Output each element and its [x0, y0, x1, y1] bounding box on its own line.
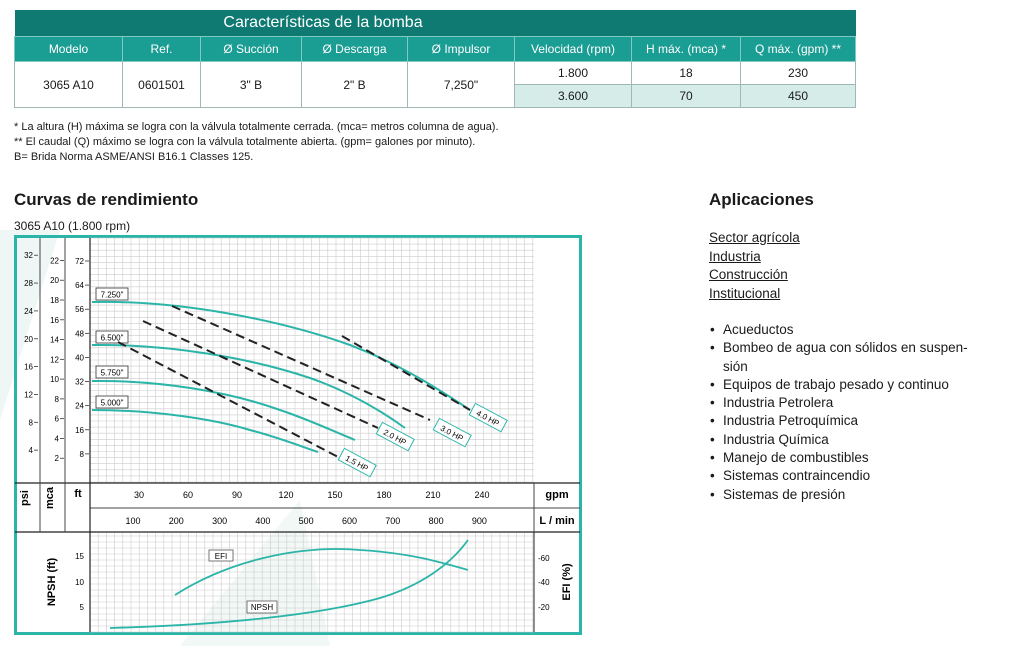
- npsh-tick: 10: [75, 578, 84, 587]
- header-discharge: Ø Descarga: [302, 37, 408, 62]
- list-item: • Manejo de combustibles: [709, 449, 1009, 467]
- mca-tick: 14: [50, 335, 59, 345]
- efi-curve-label: EFI: [214, 552, 228, 561]
- lmin-tick: 600: [341, 516, 358, 526]
- head-curve: [92, 302, 470, 410]
- psi-tick: 16: [24, 362, 33, 372]
- list-item: • Bombeo de agua con sólidos en suspen-: [709, 339, 1009, 357]
- svg-text:4.0 HP: 4.0 HP: [474, 408, 501, 429]
- axis-label-psi: psi: [19, 490, 31, 506]
- cell-model: 3065 A10: [15, 62, 123, 108]
- list-item: • Industria Petroquímica: [709, 412, 1009, 430]
- svg-text:2.0 HP: 2.0 HP: [381, 427, 408, 448]
- mca-tick: 20: [50, 276, 59, 286]
- ft-tick: 8: [79, 449, 84, 459]
- efi-tick: -40: [538, 578, 550, 587]
- ft-tick: 56: [75, 305, 84, 315]
- list-item: • Industria Petrolera: [709, 394, 1009, 412]
- footnote-flange: B= Brida Norma ASME/ANSI B16.1 Classes 125.: [14, 151, 254, 163]
- curves-heading: Curvas de rendimiento: [14, 190, 199, 209]
- psi-tick: 28: [24, 279, 33, 289]
- efi-tick: -60: [538, 554, 550, 563]
- power-label: [433, 418, 471, 446]
- power-line: [118, 342, 340, 458]
- power-label: [469, 403, 507, 431]
- mca-tick: 2: [54, 454, 59, 464]
- list-item: • Acueductos: [709, 321, 1009, 339]
- lmin-tick: 200: [168, 516, 184, 526]
- mca-tick: 6: [54, 414, 59, 424]
- mca-tick: 10: [50, 375, 59, 385]
- gpm-tick: 90: [231, 490, 243, 500]
- mca-tick: 12: [50, 355, 59, 365]
- sector-industry-link[interactable]: Industria: [709, 248, 761, 264]
- psi-tick: 8: [28, 418, 33, 428]
- sector-institutional-link[interactable]: Institucional: [709, 285, 781, 301]
- header-speed: Velocidad (rpm): [515, 37, 632, 62]
- mca-tick: 8: [54, 394, 59, 404]
- header-qmax: Q máx. (gpm) **: [741, 37, 856, 62]
- list-item: • Sistemas contraincendio: [709, 467, 1009, 485]
- ft-tick: 72: [75, 257, 84, 266]
- axis-label-npsh: NPSH (ft): [46, 557, 58, 607]
- impeller-label: 7.250": [100, 290, 124, 300]
- gpm-tick: 240: [474, 490, 490, 500]
- mca-tick: 4: [54, 434, 59, 444]
- header-hmax: H máx. (mca) *: [632, 37, 741, 62]
- psi-tick: 4: [28, 446, 33, 456]
- cell-hmax-2: 70: [632, 85, 741, 108]
- ft-tick: 32: [75, 377, 84, 387]
- ft-tick: 64: [75, 281, 84, 291]
- ft-tick: 40: [75, 353, 84, 363]
- npsh-tick: 5: [79, 603, 84, 612]
- axis-label-gpm: gpm: [545, 489, 569, 501]
- cell-rpm-2: 3.600: [515, 85, 632, 108]
- mca-tick: 22: [50, 256, 59, 266]
- footnote-flow: ** El caudal (Q) máximo se logra con la válvula totalmente abierta. (gpm= galones por minuto).: [14, 136, 476, 148]
- cell-hmax-1: 18: [632, 62, 741, 85]
- curves-subtitle: 3065 A10 (1.800 rpm): [14, 219, 131, 233]
- npsh-grid: [90, 533, 534, 632]
- header-model: Modelo: [15, 37, 123, 62]
- main-grid: [90, 238, 534, 483]
- sector-construction-link[interactable]: Construcción: [709, 267, 788, 282]
- efi-tick: -20: [538, 603, 550, 612]
- gpm-tick: 60: [182, 490, 194, 500]
- ft-tick: 16: [75, 425, 84, 435]
- lmin-tick: 800: [428, 516, 444, 526]
- gpm-tick: 150: [327, 490, 343, 500]
- gpm-tick: 210: [425, 490, 441, 500]
- impeller-label: 5.000": [100, 398, 124, 408]
- impeller-label: 5.750": [100, 368, 124, 378]
- lmin-tick: 400: [255, 516, 271, 526]
- list-item: • Sistemas de presión: [709, 486, 1009, 504]
- spec-table-title: Características de la bomba: [15, 10, 632, 37]
- psi-tick: 20: [24, 334, 33, 344]
- power-label: [376, 422, 414, 450]
- svg-text:1.5 HP: 1.5 HP: [343, 453, 370, 474]
- impeller-label: 6.500": [100, 333, 124, 343]
- applications-heading: Aplicaciones: [709, 190, 814, 209]
- svg-text:3.0 HP: 3.0 HP: [438, 423, 465, 444]
- cell-discharge: 2" B: [302, 62, 408, 108]
- gpm-tick: 180: [376, 490, 392, 500]
- sector-agriculture-link[interactable]: Sector agrícola: [709, 230, 800, 245]
- cell-impeller: 7,250": [408, 62, 515, 108]
- mca-tick: 16: [50, 315, 59, 325]
- cell-qmax-2: 450: [741, 85, 856, 108]
- axis-label-mca: mca: [44, 486, 56, 510]
- psi-tick: 24: [24, 306, 33, 316]
- list-item: • Equipos de trabajo pesado y continuo: [709, 376, 1009, 394]
- axis-label-lmin: L / min: [539, 515, 575, 527]
- npsh-tick: 15: [75, 552, 84, 561]
- axis-label-efi: EFI (%): [561, 563, 573, 601]
- lmin-tick: 500: [298, 516, 314, 526]
- ft-tick: 24: [75, 401, 84, 411]
- psi-tick: 12: [24, 390, 33, 400]
- lmin-tick: 900: [471, 516, 487, 526]
- lmin-tick: 700: [385, 516, 401, 526]
- footnote-height: * La altura (H) máxima se logra con la válvula totalmente cerrada. (mca= metros columna de agua).: [14, 121, 499, 133]
- list-item-continuation: sión: [723, 358, 748, 374]
- cell-suction: 3" B: [201, 62, 302, 108]
- psi-tick: 32: [24, 251, 33, 261]
- npsh-curve-label: NPSH: [250, 603, 274, 612]
- lmin-tick: 100: [125, 516, 141, 526]
- gpm-tick: 30: [133, 490, 145, 500]
- cell-qmax-1: 230: [741, 62, 856, 85]
- cell-rpm-1: 1.800: [515, 62, 632, 85]
- header-ref: Ref.: [123, 37, 201, 62]
- cell-ref: 0601501: [123, 62, 201, 108]
- header-suction: Ø Succión: [201, 37, 302, 62]
- gpm-tick: 120: [278, 490, 294, 500]
- ft-tick: 48: [75, 329, 84, 339]
- header-impeller: Ø Impulsor: [408, 37, 515, 62]
- lmin-tick: 300: [212, 516, 228, 526]
- axis-label-ft: ft: [74, 488, 82, 500]
- mca-tick: 18: [50, 296, 59, 306]
- list-item: • Industria Química: [709, 431, 1009, 449]
